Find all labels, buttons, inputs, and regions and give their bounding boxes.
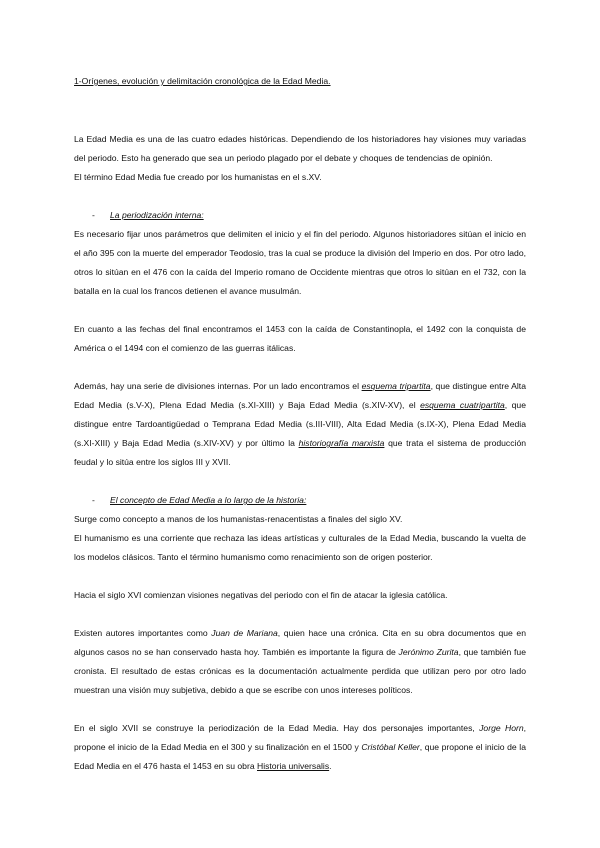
text-run: que trata el sistema de producción feudal y lo sitúa entre los siglos III y XVII. <box>74 438 526 467</box>
section-heading-concepto <box>74 491 526 510</box>
term-historiografia-marxista: historiografía marxista <box>298 438 385 448</box>
name-jeronimo-zurita: Jerónimo Zurita <box>398 647 459 657</box>
text-run: Además, hay una serie de divisiones internas. Por un lado encontramos el <box>74 381 362 391</box>
section-label: El concepto de Edad Media a lo largo de la historia: <box>110 495 307 505</box>
periodizacion-paragraph-1: Es necesario fijar unos parámetros que delimiten el inicio y el fin del periodo. Algunos historiadores sitúan el inicio en el año 395 con la muerte del emperador Teodosio, tras la cual se produce la división del Imperio en dos. Por otro lado, otros lo sitúan en el 476 con la caída del Imperio romano de Occidente mientras que otros lo sitúan en el 732, con la batalla en la cual los francos detienen el avance musulmán. <box>74 229 526 296</box>
term-esquema-cuatripartita: esquema cuatripartita <box>420 400 505 410</box>
text-run: , que distingue entre Alta Edad Media (s.V-X), Plena Edad Media (s.XI-XIII) y Baja Edad Media (s.XIV-XV), el <box>74 381 526 410</box>
text-run: Existen autores importantes como <box>74 628 212 638</box>
document-title: 1-Orígenes, evolución y delimitación cronológica de la Edad Media. <box>74 76 331 86</box>
bullet-dash: - <box>92 495 95 505</box>
concepto-paragraph-3: Hacia el siglo XVI comienzan visiones negativas del periodo con el fin de atacar la iglesia católica. <box>74 590 448 600</box>
concepto-paragraph-1: Surge como concepto a manos de los humanistas-renacentistas a finales del siglo XV. <box>74 514 403 524</box>
text-run: , que distingue entre Tardoantigüedad o Temprana Edad Media (s.III-VIII), Alta Edad Media (s.IX-X), Plena Edad Media (s.XI-XIII) y Baja Edad Media (s.XIV-XV) y por último la <box>74 400 526 448</box>
concepto-paragraph-2: El humanismo es una corriente que rechaza las ideas artísticas y culturales de la Edad Media, buscando la vuelta de los modelos clásicos. Tanto el término humanismo como renacimiento son de origen posterior. <box>74 533 526 562</box>
text-run: , que también fue cronista. El resultado de estas crónicas es la documentación actualmente perdida que utilizan pero por otro lado muestran una visión muy subjetiva, debido a que se escribe con unos intereses políticos. <box>74 647 526 695</box>
name-jorge-horn: Jorge Horn <box>479 723 524 733</box>
name-juan-de-mariana: Juan de Mariana <box>211 628 278 638</box>
concepto-paragraph-5 <box>74 719 526 776</box>
periodizacion-paragraph-2: En cuanto a las fechas del final encontramos el 1453 con la caída de Constantinopla, el 1492 con la conquista de América o el 1494 con el comienzo de las guerras itálicas. <box>74 324 526 353</box>
text-run: . <box>329 761 332 771</box>
text-run: , propone el inicio de la Edad Media en el 300 y su finalización en el 1500 y <box>74 723 526 752</box>
document-body <box>74 72 526 776</box>
bullet-dash: - <box>92 210 95 220</box>
work-historia-universalis: Historia universalis <box>257 761 330 771</box>
section-label: La periodización interna: <box>110 210 204 220</box>
text-run: , quien hace una crónica. Cita en su obra documentos que en algunos casos no se han conservado hasta hoy. También es importante la figura de <box>74 628 526 657</box>
concepto-paragraph-4 <box>74 624 526 700</box>
intro-paragraph: La Edad Media es una de las cuatro edades históricas. Dependiendo de los historiadores hay visiones muy variadas del periodo. Esto ha generado que sea un periodo plagado por el debate y choques de tendencias de opinión. <box>74 134 526 163</box>
section-heading-periodizacion <box>74 206 526 225</box>
term-paragraph: El término Edad Media fue creado por los humanistas en el s.XV. <box>74 172 322 182</box>
term-esquema-tripartita: esquema tripartita <box>361 381 431 391</box>
name-cristobal-keller: Cristóbal Keller <box>361 742 420 752</box>
text-run: En el siglo XVII se construye la periodización de la Edad Media. Hay dos personajes importantes, <box>74 723 480 733</box>
text-run: , que propone el inicio de la Edad Media en el 476 hasta el 1453 en su obra <box>74 742 526 771</box>
periodizacion-paragraph-3 <box>74 377 526 472</box>
